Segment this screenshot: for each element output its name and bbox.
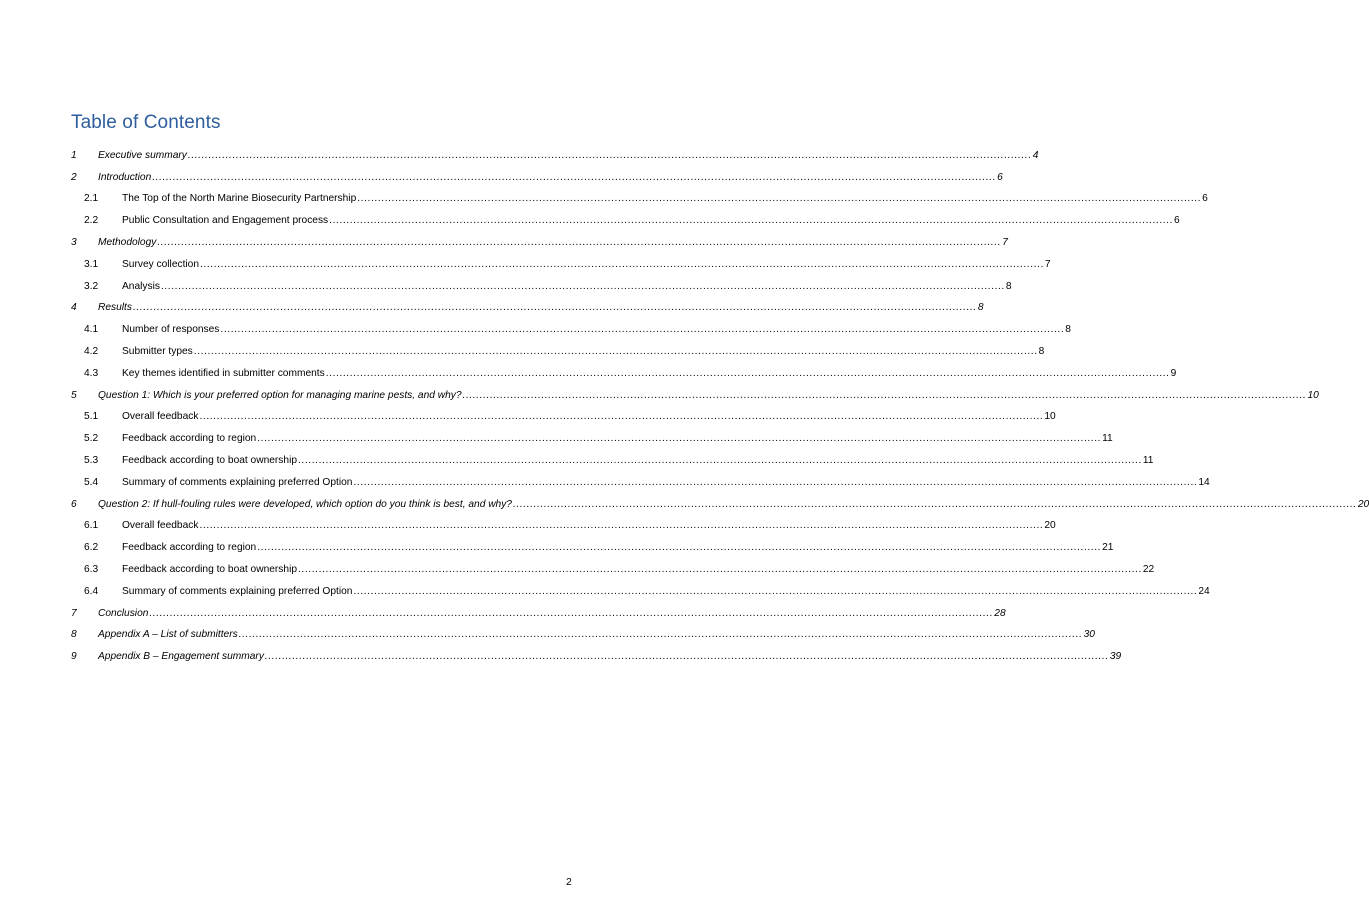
toc-entry-page[interactable]: 4 [1032, 149, 1039, 161]
toc-entry-1[interactable] [71, 140, 1039, 162]
toc-entry-page[interactable]: 28 [994, 607, 1006, 619]
toc-leader-dots [257, 541, 1101, 554]
toc-entry-number: 5.1 [84, 411, 99, 423]
toc-entry-title[interactable]: Question 1: Which is your preferred option for managing marine pests, and why? [98, 389, 462, 401]
toc-entry-number: 4.1 [84, 324, 99, 336]
toc-entry-4-2[interactable] [71, 336, 1045, 358]
toc-entry-6-2[interactable] [71, 532, 1114, 554]
toc-entry-title[interactable]: Results [98, 302, 132, 314]
toc-entry-7[interactable] [71, 598, 1006, 620]
toc-leader-dots [298, 563, 1142, 576]
toc-leader-dots [326, 367, 1170, 380]
toc-leader-dots [194, 345, 1038, 358]
toc-entry-title[interactable]: Appendix A – List of submitters [98, 629, 238, 641]
toc-entry-4[interactable] [71, 293, 984, 315]
toc-leader-dots [157, 236, 1001, 249]
toc-entry-title[interactable]: Feedback according to boat ownership [122, 454, 297, 466]
toc-entry-page[interactable]: 9 [1170, 367, 1177, 379]
toc-entry-5[interactable] [71, 380, 1319, 402]
toc-entry-number: 2.1 [84, 193, 99, 205]
toc-entry-number: 3.2 [84, 280, 99, 292]
page-number: 2 [566, 876, 572, 888]
toc-entry-6[interactable] [71, 489, 1369, 511]
toc-leader-dots [199, 519, 1043, 532]
toc-entry-6-3[interactable] [71, 554, 1155, 576]
toc-leader-dots [200, 258, 1044, 271]
toc-entry-2-1[interactable] [71, 184, 1208, 206]
toc-entry-page[interactable]: 20 [1357, 498, 1369, 510]
toc-entry-number: 6.4 [84, 585, 99, 597]
toc-entry-title[interactable]: Executive summary [98, 149, 187, 161]
toc-entry-title[interactable]: Key themes identified in submitter comments [122, 367, 325, 379]
toc-entry-page[interactable]: 30 [1083, 629, 1095, 641]
toc-entry-page[interactable]: 6 [1202, 193, 1208, 205]
toc-entry-page[interactable]: 6 [997, 171, 1003, 183]
toc-entry-number: 6.1 [84, 520, 99, 532]
toc-entry-title[interactable]: Overall feedback [122, 520, 199, 532]
toc-entry-title[interactable]: Public Consultation and Engagement process [122, 215, 329, 227]
toc-entry-page[interactable]: 8 [1005, 280, 1012, 292]
toc-entry-4-3[interactable] [71, 358, 1177, 380]
toc-entry-3[interactable] [71, 227, 1008, 249]
toc-entry-number: 2 [71, 171, 77, 183]
page-title: Table of Contents [71, 112, 221, 133]
toc-entry-page[interactable]: 10 [1307, 389, 1319, 401]
toc-leader-dots [239, 628, 1083, 641]
table-of-contents [71, 140, 1369, 663]
toc-entry-title[interactable]: Introduction [98, 171, 152, 183]
toc-entry-page[interactable]: 20 [1044, 520, 1056, 532]
toc-leader-dots [149, 607, 993, 620]
toc-entry-number: 6.2 [84, 542, 99, 554]
toc-leader-dots [463, 389, 1307, 402]
toc-entry-title[interactable]: Number of responses [122, 324, 220, 336]
toc-entry-number: 8 [71, 629, 77, 641]
toc-entry-2[interactable] [71, 162, 1003, 184]
toc-leader-dots [353, 585, 1197, 598]
toc-entry-title[interactable]: Feedback according to boat ownership [122, 563, 297, 575]
toc-entry-6-4[interactable] [71, 576, 1210, 598]
toc-entry-3-1[interactable] [71, 249, 1051, 271]
toc-entry-title[interactable]: Feedback according to region [122, 433, 257, 445]
toc-entry-number: 1 [71, 149, 77, 161]
toc-entry-number: 3 [71, 236, 77, 248]
toc-entry-page[interactable]: 21 [1102, 542, 1114, 554]
toc-entry-4-1[interactable] [71, 314, 1071, 336]
toc-entry-title[interactable]: Submitter types [122, 345, 193, 357]
toc-entry-page[interactable]: 24 [1198, 585, 1210, 597]
toc-entry-5-1[interactable] [71, 402, 1056, 424]
toc-entry-number: 4.2 [84, 345, 99, 357]
toc-entry-page[interactable]: 11 [1142, 454, 1154, 466]
toc-entry-page[interactable]: 11 [1102, 433, 1113, 445]
toc-entry-number: 6 [71, 498, 77, 510]
toc-entry-number: 2.2 [84, 215, 99, 227]
toc-leader-dots [188, 149, 1032, 162]
toc-entry-title[interactable]: Feedback according to region [122, 542, 257, 554]
toc-entry-number: 9 [71, 651, 77, 663]
toc-entry-title[interactable]: Question 2: If hull-fouling rules were developed, which option do you think is best, and why? [98, 498, 512, 510]
toc-entry-page[interactable]: 6 [1174, 215, 1180, 227]
toc-leader-dots [329, 214, 1173, 227]
toc-leader-dots [357, 192, 1201, 205]
toc-entry-number: 5.3 [84, 454, 99, 466]
toc-entry-3-2[interactable] [71, 271, 1012, 293]
toc-entry-page[interactable]: 8 [1065, 324, 1071, 336]
toc-entry-5-4[interactable] [71, 467, 1210, 489]
toc-entry-2-2[interactable] [71, 205, 1180, 227]
toc-leader-dots [199, 410, 1043, 423]
toc-leader-dots [353, 476, 1197, 489]
toc-entry-9[interactable] [71, 641, 1122, 663]
toc-entry-page[interactable]: 14 [1198, 476, 1210, 488]
toc-entry-number: 4.3 [84, 367, 99, 379]
toc-entry-8[interactable] [71, 620, 1095, 642]
toc-entry-page[interactable]: 7 [1044, 258, 1051, 270]
toc-entry-6-1[interactable] [71, 511, 1056, 533]
toc-entry-title[interactable]: The Top of the North Marine Biosecurity Partnership [122, 193, 357, 205]
toc-entry-title[interactable]: Overall feedback [122, 411, 199, 423]
toc-leader-dots [133, 301, 977, 314]
toc-leader-dots [265, 650, 1109, 663]
toc-leader-dots [513, 498, 1357, 511]
toc-entry-title[interactable]: Summary of comments explaining preferred Option [122, 585, 353, 597]
toc-leader-dots [152, 171, 996, 184]
toc-leader-dots [220, 323, 1064, 336]
toc-entry-title[interactable]: Summary of comments explaining preferred Option [122, 476, 353, 488]
toc-entry-5-3[interactable] [71, 445, 1154, 467]
toc-entry-title[interactable]: Survey collection [122, 258, 200, 270]
toc-entry-number: 6.3 [84, 563, 99, 575]
toc-entry-5-2[interactable] [71, 423, 1113, 445]
toc-entry-number: 5.4 [84, 476, 99, 488]
toc-entry-page[interactable]: 8 [977, 302, 984, 314]
toc-entry-title[interactable]: Appendix B – Engagement summary [98, 651, 264, 663]
toc-entry-page[interactable]: 10 [1044, 411, 1056, 423]
toc-entry-number: 5 [71, 389, 77, 401]
toc-entry-page[interactable]: 8 [1038, 345, 1045, 357]
toc-entry-title[interactable]: Methodology [98, 236, 157, 248]
toc-entry-number: 7 [71, 607, 77, 619]
toc-entry-page[interactable]: 22 [1142, 563, 1155, 575]
toc-entry-title[interactable]: Conclusion [98, 607, 149, 619]
toc-entry-page[interactable]: 39 [1109, 651, 1122, 663]
toc-leader-dots [298, 454, 1142, 467]
toc-entry-page[interactable]: 7 [1002, 236, 1008, 248]
toc-entry-number: 3.1 [84, 258, 99, 270]
toc-leader-dots [161, 280, 1005, 293]
toc-leader-dots [257, 432, 1101, 445]
toc-entry-title[interactable]: Analysis [122, 280, 160, 292]
toc-entry-number: 4 [71, 302, 77, 314]
toc-entry-number: 5.2 [84, 433, 99, 445]
